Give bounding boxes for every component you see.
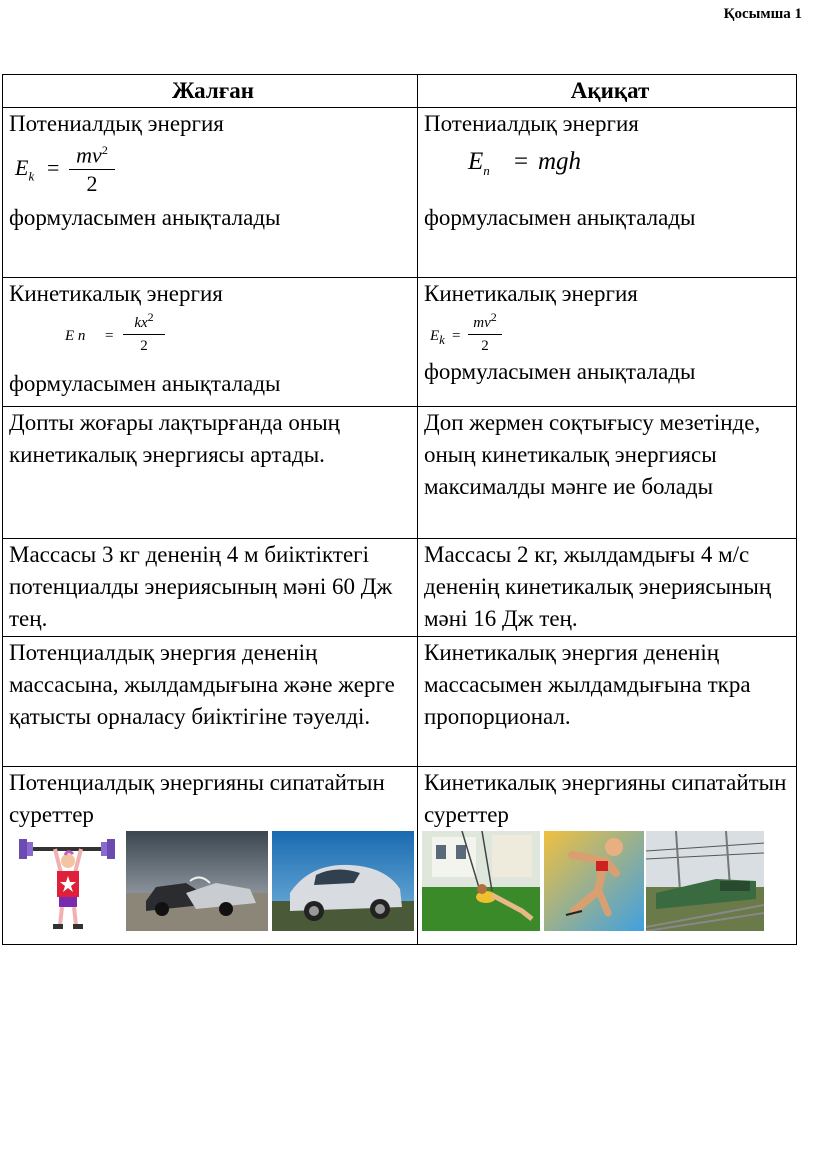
formula-sup: 2 xyxy=(101,143,108,157)
cell-left: Допты жоғары лақтырғанда оның кинетикалық энергиясы артады. xyxy=(3,407,418,539)
pictures-right xyxy=(424,831,796,933)
skater-picture xyxy=(544,831,644,931)
cell-tail: формуласымен анықталады xyxy=(424,359,696,384)
table-row xyxy=(3,278,797,407)
cell-left xyxy=(3,108,418,278)
formula-sub: k xyxy=(28,168,35,184)
cell-left: Потенциалдық энергия дененің массасына, жылдамдығына және жерге қатысты орналасу биіктігіне тәуелді. xyxy=(3,637,418,767)
formula-lhs: E xyxy=(468,148,484,175)
pictures-left xyxy=(9,831,417,933)
appendix-label: Қосымша 1 xyxy=(723,6,802,22)
table-row xyxy=(3,539,797,637)
formula-lhs: E xyxy=(15,155,29,180)
formula xyxy=(424,310,796,356)
weightlifter-picture xyxy=(19,831,119,931)
cell-title: Кинетикалық энергия xyxy=(9,281,223,306)
formula-denominator: 2 xyxy=(481,338,489,354)
header-true: Ақиқат xyxy=(418,75,797,108)
car-crash-picture xyxy=(126,831,268,931)
formula-eq: = xyxy=(105,328,114,344)
formula xyxy=(424,140,796,202)
table-row xyxy=(3,108,797,278)
cell-right: Кинетикалық энергия дененің массасымен жылдамдығына ткра пропорционал. xyxy=(418,637,797,767)
formula-eq: = xyxy=(452,328,461,344)
cell-title: Потениалдық энергия xyxy=(424,111,639,136)
formula-sub: n xyxy=(483,163,490,178)
header-row xyxy=(3,75,797,108)
formula xyxy=(9,310,417,368)
swing-picture xyxy=(422,831,540,931)
cell-left xyxy=(3,767,418,945)
formula-eq: = xyxy=(514,148,529,175)
cell-text: Потенциалдық энергияны сипатайтын суреттер xyxy=(9,770,385,827)
formula-sup: 2 xyxy=(147,310,154,324)
formula-numerator: mv xyxy=(76,142,102,168)
header-false: Жалған xyxy=(3,75,418,108)
sports-car-picture xyxy=(272,831,414,931)
cell-right: Доп жермен соқтығысу мезетінде, оның кинетикалық энергиясы максималды мәнге ие болады xyxy=(418,407,797,539)
formula-sup: 2 xyxy=(490,310,497,324)
cell-tail: формуласымен анықталады xyxy=(9,371,281,396)
cell-left: Массасы 3 кг дененің 4 м биіктіктегі потенциалды энериясының мәні 60 Дж тең. xyxy=(3,539,418,637)
formula-eq: = xyxy=(47,155,60,180)
cell-title: Потениалдық энергия xyxy=(9,111,224,136)
cell-right xyxy=(418,767,797,945)
formula-numerator: kx xyxy=(134,315,148,331)
train-picture xyxy=(646,831,764,931)
formula-numerator: mv xyxy=(473,315,491,331)
formula-sub: k xyxy=(439,332,445,347)
formula-denominator: 2 xyxy=(86,171,98,197)
table-row xyxy=(3,767,797,945)
cell-right xyxy=(418,278,797,407)
cell-tail: формуласымен анықталады xyxy=(9,205,281,230)
formula xyxy=(9,140,417,202)
table-row xyxy=(3,407,797,539)
cell-right: Массасы 2 кг, жылдамдығы 4 м/с дененің кинетикалық энериясының мәні 16 Дж тең. xyxy=(418,539,797,637)
formula-lhs: E xyxy=(430,328,440,344)
cell-title: Кинетикалық энергия xyxy=(424,281,638,306)
cell-tail: формуласымен анықталады xyxy=(424,205,696,230)
comparison-table xyxy=(2,74,797,945)
table-row xyxy=(3,637,797,767)
formula-rhs: mgh xyxy=(538,148,582,175)
cell-text: Кинетикалық энергияны сипатайтын суреттер xyxy=(424,770,787,827)
cell-right xyxy=(418,108,797,278)
cell-left xyxy=(3,278,418,407)
formula-denominator: 2 xyxy=(140,338,148,354)
formula-lhs: E n xyxy=(65,328,86,344)
